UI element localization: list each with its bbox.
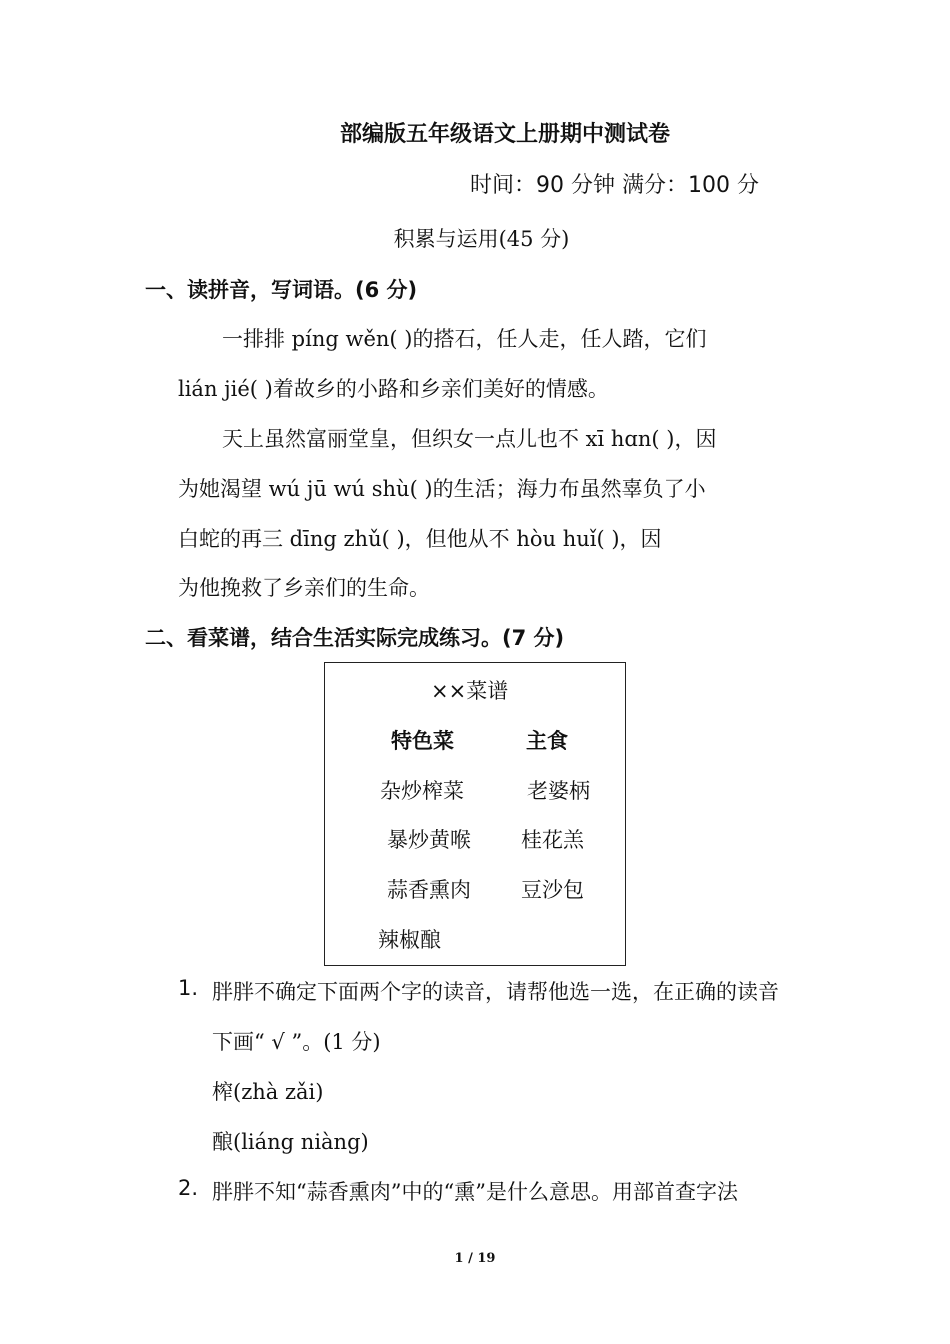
question-2-heading: 二、看菜谱，结合生活实际完成练习。(7 分) xyxy=(145,626,565,650)
question-1-line: lián jié( )着故乡的小路和乡亲们美好的情感。 xyxy=(178,377,609,401)
question-1-line: 为他挽救了乡亲们的生命。 xyxy=(178,576,430,600)
menu-box xyxy=(324,662,626,966)
menu-item: 老婆柄 xyxy=(527,779,590,803)
menu-column-header: 特色菜 xyxy=(391,729,454,753)
subquestion-number: 1. xyxy=(178,976,199,1000)
section-heading: 积累与运用(45 分) xyxy=(393,227,570,251)
question-1-line: 天上虽然富丽堂皇，但织女一点儿也不 xī hɑn( )，因 xyxy=(222,427,717,451)
page-number: 1 / 19 xyxy=(454,1251,496,1266)
menu-item: 杂炒榨菜 xyxy=(380,779,464,803)
subquestion-text: 胖胖不知“蒜香熏肉”中的“熏”是什么意思。用部首查字法 xyxy=(212,1180,738,1204)
menu-item: 蒜香熏肉 xyxy=(387,878,471,902)
menu-item: 桂花羔 xyxy=(521,828,584,852)
pronunciation-option: 榨(zhà zǎi) xyxy=(212,1080,324,1104)
pronunciation-option: 酿(liáng niàng) xyxy=(212,1130,369,1154)
time-and-score: 时间：90 分钟 满分：100 分 xyxy=(470,173,759,198)
menu-item: 豆沙包 xyxy=(521,878,584,902)
question-1-line: 白蛇的再三 dīng zhǔ( )，但他从不 hòu huǐ( )，因 xyxy=(178,527,662,551)
subquestion-text: 胖胖不确定下面两个字的读音，请帮他选一选，在正确的读音 xyxy=(212,980,779,1004)
subquestion-text: 下画“ √ ”。(1 分) xyxy=(212,1030,381,1054)
subquestion-number: 2. xyxy=(178,1176,199,1200)
menu-item: 辣椒酿 xyxy=(378,928,441,952)
question-1-heading: 一、读拼音，写词语。(6 分) xyxy=(145,278,418,302)
menu-title: ××菜谱 xyxy=(431,679,509,703)
question-1-line: 为她渴望 wú jū wú shù( )的生活；海力布虽然辜负了小 xyxy=(178,477,706,501)
menu-item: 暴炒黄喉 xyxy=(387,828,471,852)
menu-column-header: 主食 xyxy=(526,729,568,753)
question-1-line: 一排排 píng wěn( )的搭石，任人走，任人踏，它们 xyxy=(222,327,707,351)
page-title: 部编版五年级语文上册期中测试卷 xyxy=(339,122,670,147)
